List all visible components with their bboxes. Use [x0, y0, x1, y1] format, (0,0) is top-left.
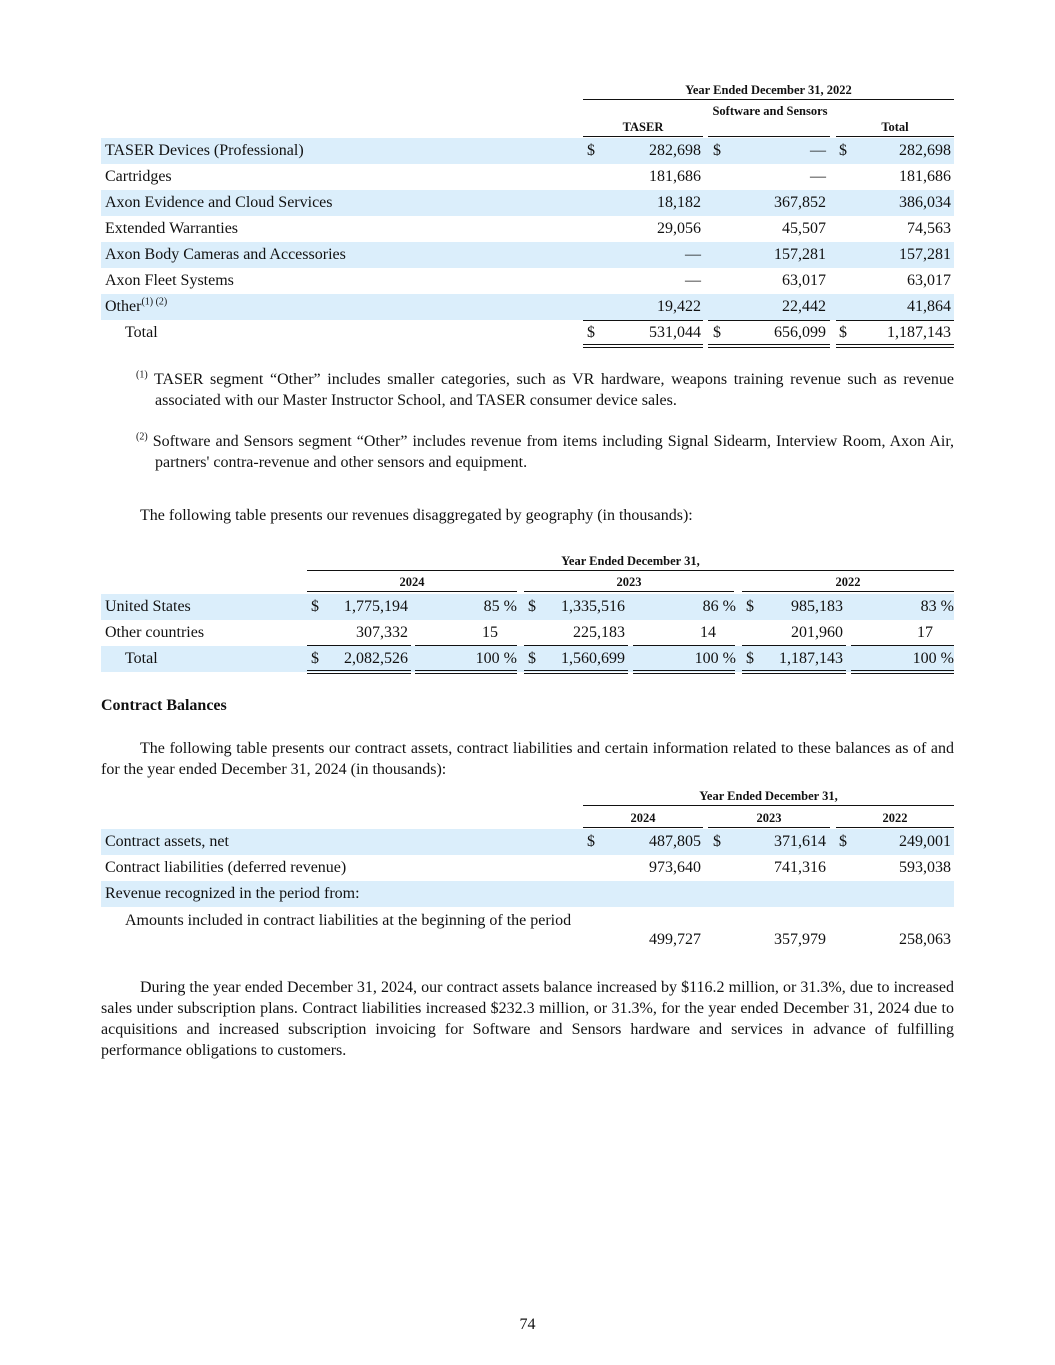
value-software: 157,281 — [774, 246, 826, 263]
table2-period-header: Year Ended December 31, — [561, 554, 700, 568]
pct-2023: 86 % — [702, 598, 736, 615]
col-header-2022: 2022 — [882, 811, 908, 825]
value-2024: 2,082,526 — [344, 650, 408, 667]
row-label: Other countries — [105, 624, 205, 641]
subtotal-rule — [708, 320, 830, 321]
row-label: Extended Warranties — [105, 220, 239, 237]
value-software: 45,507 — [782, 220, 826, 237]
subtotal-rule — [836, 320, 954, 321]
footnote-marker: (1) — [136, 369, 148, 381]
row-label: Other — [105, 298, 142, 315]
subtotal-rule — [415, 645, 517, 646]
subtotal-rule — [742, 645, 846, 646]
dollar-sign: $ — [839, 142, 847, 159]
col-rule — [708, 827, 830, 828]
pct-2022: 83 % — [920, 598, 954, 615]
dollar-sign: $ — [528, 650, 536, 667]
page-number: 74 — [519, 1316, 536, 1333]
value-software: — — [810, 142, 826, 159]
footnote-marker: (2) — [136, 431, 148, 443]
total-double-rule — [851, 670, 954, 674]
row-label: TASER Devices (Professional) — [105, 142, 304, 159]
value-2024: 499,727 — [649, 931, 701, 948]
geo-intro-paragraph: The following table presents our revenues disaggregated by geography (in thousands): — [140, 507, 693, 524]
row-label: Total — [125, 650, 158, 667]
pct-2023: 14 — [700, 624, 716, 641]
value-taser: — — [685, 246, 701, 263]
row-label: Revenue recognized in the period from: — [105, 885, 360, 902]
value-taser: 29,056 — [657, 220, 701, 237]
col-rule — [836, 827, 954, 828]
col-rule — [307, 591, 517, 592]
row-label: Amounts included in contract liabilities at the beginning of the period — [125, 912, 572, 929]
value-2022: 593,038 — [899, 859, 951, 876]
row-band — [101, 294, 954, 320]
row-label: Axon Evidence and Cloud Services — [105, 194, 333, 211]
value-2023: 741,316 — [774, 859, 826, 876]
dollar-sign: $ — [713, 142, 721, 159]
row-label: Total — [125, 324, 158, 341]
value-software: 22,442 — [782, 298, 826, 315]
dollar-sign: $ — [713, 324, 721, 341]
dollar-sign: $ — [587, 833, 595, 850]
total-double-rule — [708, 344, 830, 348]
value-2022: 985,183 — [791, 598, 843, 615]
value-total: 386,034 — [899, 194, 951, 211]
total-double-rule — [633, 670, 735, 674]
total-double-rule — [524, 670, 628, 674]
col-rule-taser — [583, 136, 703, 137]
dollar-sign: $ — [311, 598, 319, 615]
row-label: Axon Body Cameras and Accessories — [105, 246, 346, 263]
subtotal-rule — [851, 645, 954, 646]
col-header-total: Total — [881, 120, 909, 134]
value-total: 74,563 — [907, 220, 951, 237]
total-double-rule — [583, 344, 703, 348]
value-total: 157,281 — [899, 246, 951, 263]
footnote-text: Software and Sensors segment “Other” includes revenue from items including Signal Sidearm, Interview Room, Axon Air, partners' contra-revenue and other sensors and equipment. — [152, 433, 955, 471]
pct-2024: 100 % — [475, 650, 517, 667]
value-2024: 487,805 — [649, 833, 701, 850]
col-header-2023: 2023 — [616, 575, 642, 589]
header-rule — [583, 99, 954, 100]
value-2022: 201,960 — [791, 624, 843, 641]
value-taser: 282,698 — [649, 142, 701, 159]
total-double-rule — [836, 344, 954, 348]
dollar-sign: $ — [587, 324, 595, 341]
value-taser: — — [685, 272, 701, 289]
col-rule-software — [708, 136, 830, 137]
total-double-rule — [415, 670, 517, 674]
col-header-2024: 2024 — [399, 575, 425, 589]
pct-2024: 15 — [482, 624, 498, 641]
value-total: 282,698 — [899, 142, 951, 159]
dollar-sign: $ — [746, 650, 754, 667]
pct-2023: 100 % — [694, 650, 736, 667]
value-software: 656,099 — [774, 324, 826, 341]
header-rule — [307, 570, 954, 571]
subtotal-rule — [583, 320, 703, 321]
dollar-sign: $ — [587, 142, 595, 159]
closing-paragraph: During the year ended December 31, 2024, our contract assets balance increased by $116.2 million, or 31.3%, due to increased sales under subscription plans. Contract liabilities increased $232.3 million, or 31.3%, for the year ended December 31, 2024 due to acquisitions and increased subscription invoicing for Software and Sensors hardware and services in advance of fulfilling performance obligations to customers. — [101, 979, 954, 1059]
value-software: — — [810, 168, 826, 185]
total-double-rule — [742, 670, 846, 674]
row-label: United States — [105, 598, 191, 615]
dollar-sign: $ — [311, 650, 319, 667]
dollar-sign: $ — [713, 833, 721, 850]
pct-2022: 17 — [917, 624, 933, 641]
value-taser: 181,686 — [649, 168, 701, 185]
value-2024: 973,640 — [649, 859, 701, 876]
row-label-other — [105, 298, 167, 316]
pct-2022: 100 % — [912, 650, 954, 667]
value-total: 41,864 — [907, 298, 951, 315]
value-2022: 258,063 — [899, 931, 951, 948]
value-taser: 19,422 — [657, 298, 701, 315]
footnote-2 — [136, 431, 954, 473]
value-software: 63,017 — [782, 272, 826, 289]
row-label: Contract assets, net — [105, 833, 229, 850]
col-header-2023: 2023 — [756, 811, 782, 825]
dollar-sign: $ — [839, 324, 847, 341]
value-2023: 225,183 — [573, 624, 625, 641]
value-2022: 249,001 — [899, 833, 951, 850]
value-2022: 1,187,143 — [779, 650, 843, 667]
col-header-software-sensors: Software and Sensors — [712, 104, 828, 118]
footnote-text: TASER segment “Other” includes smaller categories, such as VR hardware, weapons training revenue such as revenue associated with our Master Instructor School, and TASER consumer device sales. — [154, 371, 955, 409]
col-rule — [524, 591, 734, 592]
col-rule — [742, 591, 954, 592]
value-2023: 371,614 — [774, 833, 826, 850]
value-taser: 531,044 — [649, 324, 701, 341]
dollar-sign: $ — [839, 833, 847, 850]
subtotal-rule — [307, 645, 411, 646]
col-rule — [583, 827, 703, 828]
value-2023: 1,335,516 — [561, 598, 625, 615]
pct-2024: 85 % — [483, 598, 517, 615]
dollar-sign: $ — [528, 598, 536, 615]
footnote-ref: (1) (2) — [141, 296, 168, 308]
col-rule-total — [836, 136, 954, 137]
row-label: Axon Fleet Systems — [105, 272, 234, 289]
footnote-1 — [136, 369, 954, 411]
col-header-2024: 2024 — [630, 811, 656, 825]
value-total: 181,686 — [899, 168, 951, 185]
value-2024: 1,775,194 — [344, 598, 408, 615]
subtotal-rule — [633, 645, 735, 646]
subtotal-rule — [524, 645, 628, 646]
value-software: 367,852 — [774, 194, 826, 211]
row-label: Cartridges — [105, 168, 172, 185]
value-total: 63,017 — [907, 272, 951, 289]
value-2023: 357,979 — [774, 931, 826, 948]
col-header-taser: TASER — [622, 120, 664, 134]
header-rule — [583, 805, 954, 806]
table1-period-header: Year Ended December 31, 2022 — [685, 83, 852, 97]
col-header-2022: 2022 — [835, 575, 861, 589]
contract-intro-paragraph: The following table presents our contract assets, contract liabilities and certain information related to these balances as of and for the year ended December 31, 2024 (in thousands): — [101, 740, 954, 778]
total-double-rule — [307, 670, 411, 674]
section-heading: Contract Balances — [101, 697, 227, 714]
value-2024: 307,332 — [356, 624, 408, 641]
value-2023: 1,560,699 — [561, 650, 625, 667]
row-label: Contract liabilities (deferred revenue) — [105, 859, 347, 876]
value-total: 1,187,143 — [887, 324, 951, 341]
value-taser: 18,182 — [657, 194, 701, 211]
table3-period-header: Year Ended December 31, — [699, 789, 838, 803]
dollar-sign: $ — [746, 598, 754, 615]
